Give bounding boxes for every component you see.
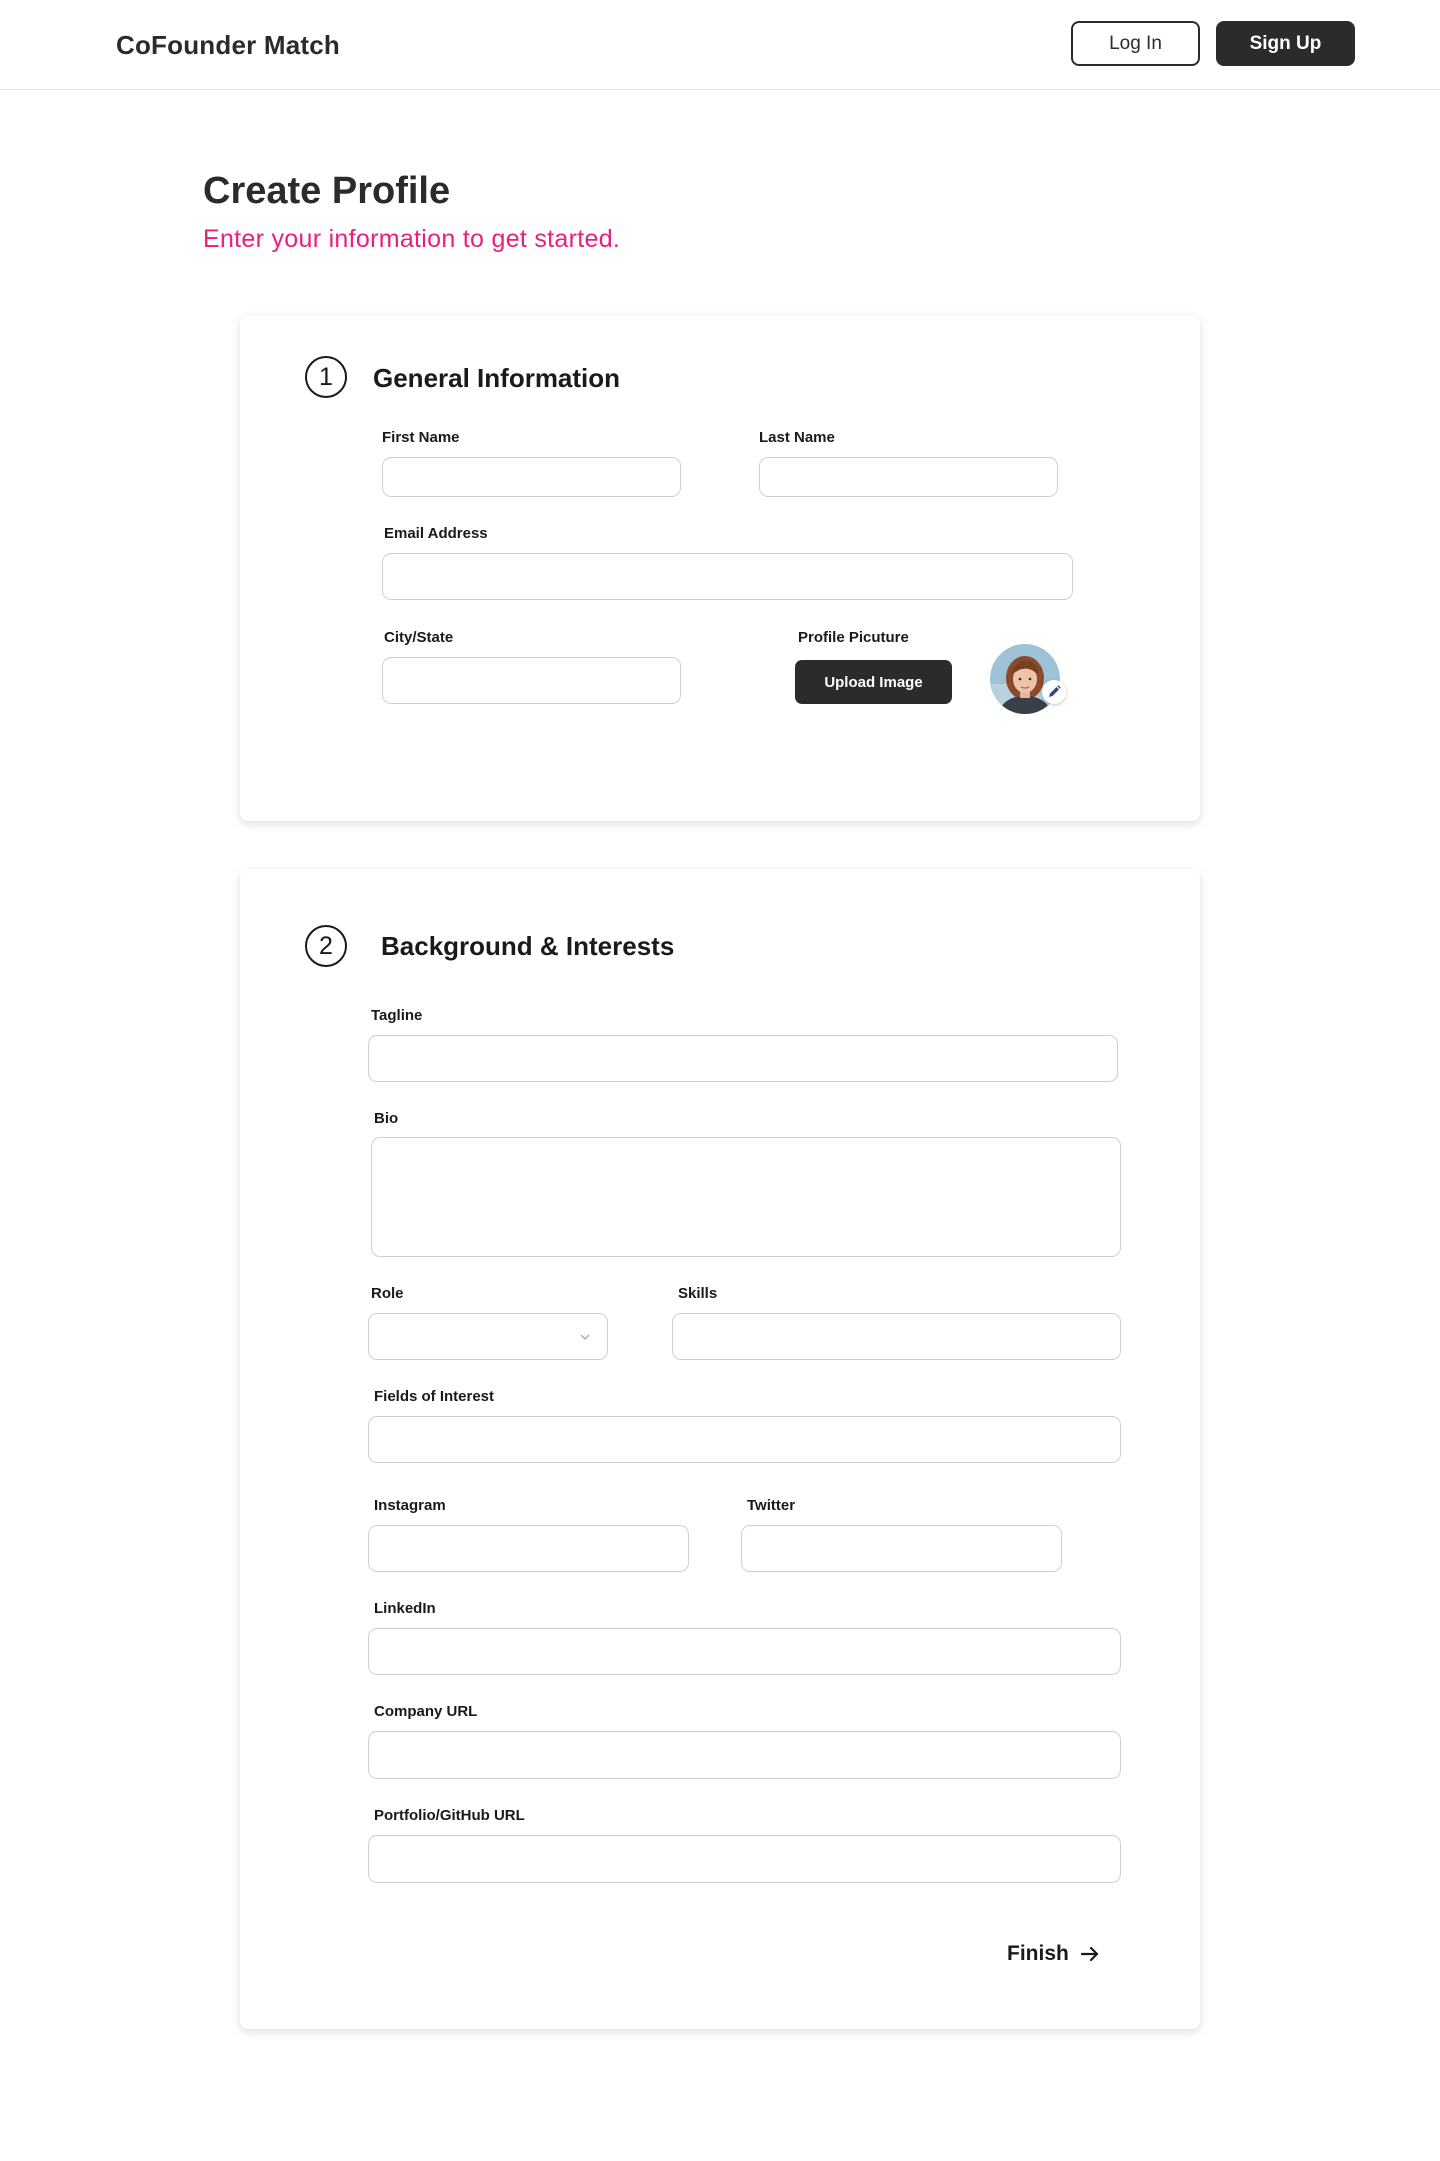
first-name-input[interactable] [382, 457, 681, 497]
city-state-label: City/State [384, 629, 454, 646]
signup-button[interactable]: Sign Up [1216, 21, 1355, 66]
first-name-label: First Name [382, 429, 460, 446]
finish-button[interactable] [1007, 1942, 1101, 1966]
chevron-down-icon [577, 1329, 593, 1345]
login-button[interactable]: Log In [1071, 21, 1200, 66]
instagram-label: Instagram [374, 1497, 446, 1514]
company-url-input[interactable] [368, 1731, 1121, 1779]
bio-label: Bio [374, 1110, 399, 1127]
top-navbar [0, 0, 1440, 90]
background-interests-title: Background & Interests [381, 931, 675, 961]
twitter-input[interactable] [741, 1525, 1062, 1572]
pencil-icon [1042, 680, 1066, 704]
email-label: Email Address [384, 525, 488, 542]
general-information-title: General Information [373, 363, 621, 393]
last-name-input[interactable] [759, 457, 1058, 497]
portfolio-url-label: Portfolio/GitHub URL [374, 1807, 525, 1824]
background-interests-card [240, 869, 1200, 2029]
last-name-label: Last Name [759, 429, 835, 446]
bio-textarea[interactable] [371, 1137, 1121, 1257]
finish-label: Finish [1007, 1942, 1069, 1965]
arrow-right-icon [1079, 1943, 1101, 1965]
avatar-edit-button[interactable] [1042, 680, 1066, 704]
upload-image-button[interactable]: Upload Image [795, 660, 952, 704]
linkedin-label: LinkedIn [374, 1600, 436, 1617]
role-select[interactable] [368, 1313, 608, 1360]
skills-input[interactable] [672, 1313, 1121, 1360]
tagline-input[interactable] [368, 1035, 1118, 1082]
instagram-input[interactable] [368, 1525, 689, 1572]
step-number-2: 2 [305, 925, 347, 967]
page-title: Create Profile [203, 170, 451, 212]
linkedin-input[interactable] [368, 1628, 1121, 1675]
general-information-card [240, 315, 1200, 821]
role-label: Role [371, 1285, 404, 1302]
portfolio-url-input[interactable] [368, 1835, 1121, 1883]
step-number-1: 1 [305, 356, 347, 398]
twitter-label: Twitter [747, 1497, 796, 1514]
company-url-label: Company URL [374, 1703, 478, 1720]
email-input[interactable] [382, 553, 1073, 600]
city-state-input[interactable] [382, 657, 681, 704]
fields-of-interest-input[interactable] [368, 1416, 1121, 1463]
tagline-label: Tagline [371, 1007, 423, 1024]
brand-logo-text[interactable]: CoFounder Match [116, 30, 340, 60]
fields-of-interest-label: Fields of Interest [374, 1388, 495, 1405]
page-subtitle: Enter your information to get started. [203, 225, 621, 253]
profile-picture-label: Profile Picuture [798, 629, 909, 646]
skills-label: Skills [678, 1285, 718, 1302]
